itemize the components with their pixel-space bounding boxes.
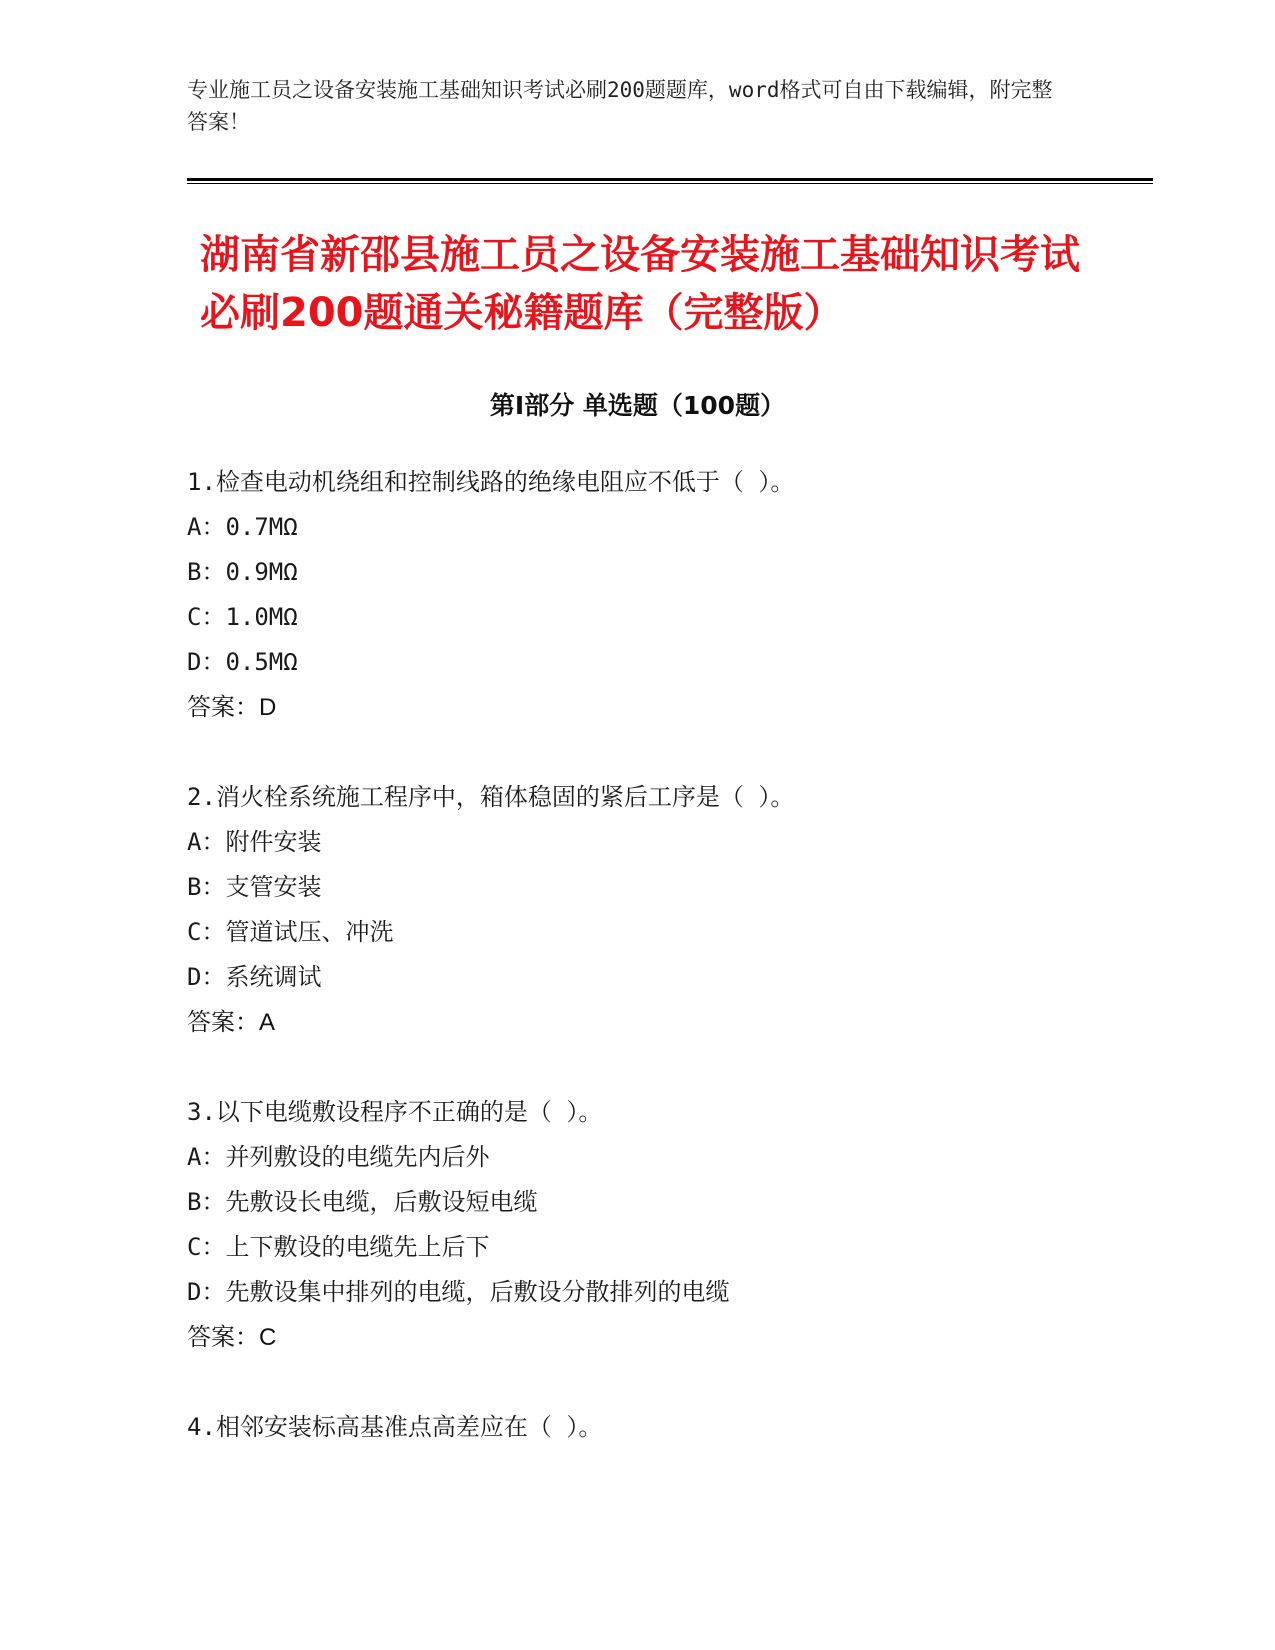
answer-label: 答案：: [187, 1008, 259, 1036]
question-1: [187, 460, 1147, 730]
header-note: 专业施工员之设备安装施工基础知识考试必刷200题题库，word格式可自由下载编辑，附完整答案！: [187, 78, 1053, 134]
option-d: D：0.5MΩ: [187, 648, 298, 676]
option-d: D：系统调试: [187, 963, 322, 991]
option-d: D：先敷设集中排列的电缆，后敷设分散排列的电缆: [187, 1278, 730, 1306]
option-b: B：支管安装: [187, 873, 322, 901]
option-b: B：先敷设长电缆，后敷设短电缆: [187, 1188, 538, 1216]
option-c: C：上下敷设的电缆先上后下: [187, 1233, 490, 1261]
question-2: [187, 775, 1147, 1045]
answer-line: [187, 1315, 1147, 1360]
question-stem: 2.消火栓系统施工程序中，箱体稳固的紧后工序是（ ）。: [187, 783, 795, 811]
answer-line: [187, 685, 1147, 730]
question-4: [187, 1405, 1147, 1450]
option-a: A：并列敷设的电缆先内后外: [187, 1143, 490, 1171]
option-c: C：管道试压、冲洗: [187, 918, 394, 946]
option-a: A：0.7MΩ: [187, 513, 298, 541]
answer-label: 答案：: [187, 1323, 259, 1351]
answer-line: [187, 1000, 1147, 1045]
question-stem: 4.相邻安装标高基准点高差应在（ ）。: [187, 1413, 603, 1441]
option-a: A：附件安装: [187, 828, 322, 856]
answer-label: 答案：: [187, 693, 259, 721]
option-c: C：1.0MΩ: [187, 603, 298, 631]
header-divider-thin: [187, 183, 1153, 184]
document-title: 湖南省新邵县施工员之设备安装施工基础知识考试必刷200题通关秘籍题库（完整版）: [200, 232, 1080, 336]
answer-value: C: [259, 1324, 277, 1351]
header-divider-thick: [187, 178, 1153, 181]
question-3: [187, 1090, 1147, 1360]
answer-value: D: [259, 694, 277, 721]
question-stem: 1.检查电动机绕组和控制线路的绝缘电阻应不低于（ ）。: [187, 468, 795, 496]
option-b: B：0.9MΩ: [187, 558, 298, 586]
answer-value: A: [259, 1009, 276, 1036]
section-title: 第Ⅰ部分 单选题（100题）: [489, 391, 786, 420]
question-stem: 3.以下电缆敷设程序不正确的是（ ）。: [187, 1098, 603, 1126]
